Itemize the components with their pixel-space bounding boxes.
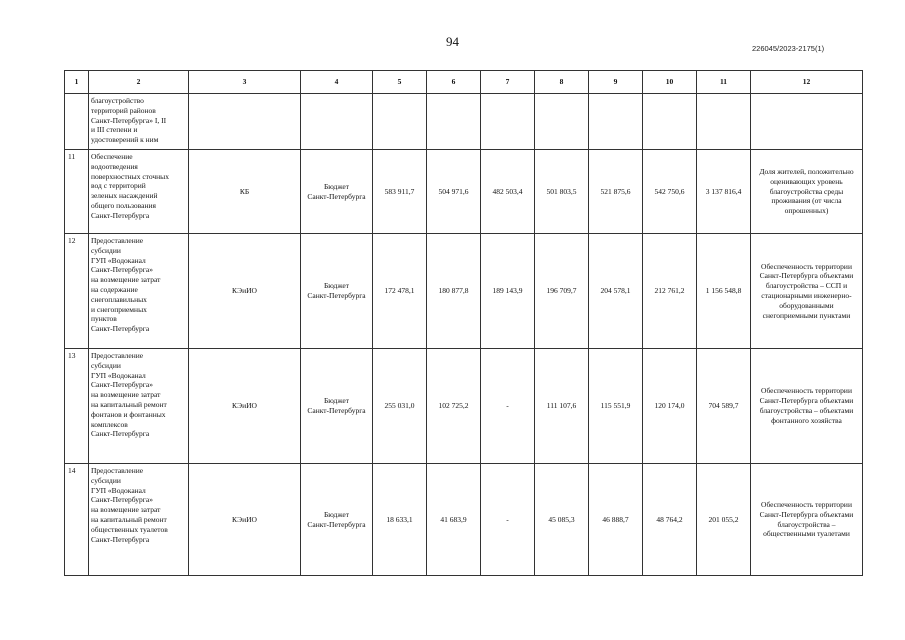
value-cell [589,94,643,150]
column-header: 10 [643,71,697,94]
row-number [65,94,89,150]
measure-name: Обеспечение водоотведения поверхностных сточных вод с территорий зеленых насаждений общего пользования Санкт-Петербурга [89,150,189,234]
executor-cell: КЭиИО [189,234,301,349]
program-table [64,70,863,576]
value-cell: 204 578,1 [589,234,643,349]
table-row [65,150,863,234]
row-number: 11 [65,150,89,234]
source-cell: Бюджет Санкт-Петербурга [301,349,373,464]
total-cell [697,94,751,150]
column-header: 11 [697,71,751,94]
total-cell: 704 589,7 [697,349,751,464]
page-number: 94 [446,34,459,49]
value-cell: 120 174,0 [643,349,697,464]
table-row [65,349,863,464]
value-cell: - [481,349,535,464]
total-cell: 3 137 816,4 [697,150,751,234]
measure-name: Предоставление субсидии ГУП «Водоканал Санкт-Петербурга» на возмещение затрат на содержание снегоплавильных и снегоприемных пунктов Санкт-Петербурга [89,234,189,349]
value-cell [535,94,589,150]
column-header: 12 [751,71,863,94]
document-id: 226045/2023-2175(1) [752,44,825,53]
value-cell: - [481,464,535,576]
value-cell: 504 971,6 [427,150,481,234]
source-cell [301,94,373,150]
row-number: 13 [65,349,89,464]
row-number: 14 [65,464,89,576]
source-cell: Бюджет Санкт-Петербурга [301,234,373,349]
measure-name: благоустройство территорий районов Санкт-Петербурга» I, II и III степени и удостоверений к ним [89,94,189,150]
row-number: 12 [65,234,89,349]
column-header: 7 [481,71,535,94]
table-row [65,94,863,150]
value-cell: 255 031,0 [373,349,427,464]
value-cell: 501 803,5 [535,150,589,234]
column-header: 3 [189,71,301,94]
executor-cell [189,94,301,150]
value-cell: 583 911,7 [373,150,427,234]
value-cell: 196 709,7 [535,234,589,349]
value-cell [373,94,427,150]
value-cell [427,94,481,150]
value-cell: 46 888,7 [589,464,643,576]
column-header: 4 [301,71,373,94]
indicator-cell: Обеспеченность территории Санкт-Петербурга объектами благоустройства –общественными туалетами [751,464,863,576]
executor-cell: КЭиИО [189,464,301,576]
value-cell: 482 503,4 [481,150,535,234]
value-cell: 41 683,9 [427,464,481,576]
value-cell: 115 551,9 [589,349,643,464]
executor-cell: КБ [189,150,301,234]
value-cell: 18 633,1 [373,464,427,576]
source-cell: Бюджет Санкт-Петербурга [301,464,373,576]
value-cell [643,94,697,150]
table-row [65,464,863,576]
value-cell: 45 085,3 [535,464,589,576]
value-cell: 542 750,6 [643,150,697,234]
value-cell: 212 761,2 [643,234,697,349]
value-cell [481,94,535,150]
table-row [65,234,863,349]
column-header: 5 [373,71,427,94]
total-cell: 1 156 548,8 [697,234,751,349]
value-cell: 48 764,2 [643,464,697,576]
value-cell: 172 478,1 [373,234,427,349]
measure-name: Предоставление субсидии ГУП «Водоканал Санкт-Петербурга» на возмещение затрат на капитальный ремонт общественных туалетов Санкт-Петербурга [89,464,189,576]
column-header: 6 [427,71,481,94]
column-header: 2 [89,71,189,94]
value-cell: 180 877,8 [427,234,481,349]
column-header: 1 [65,71,89,94]
source-cell: Бюджет Санкт-Петербурга [301,150,373,234]
indicator-cell: Доля жителей, положительно оценивающих уровень благоустройства среды проживания (от числа опрошенных) [751,150,863,234]
column-header: 8 [535,71,589,94]
measure-name: Предоставление субсидии ГУП «Водоканал Санкт-Петербурга» на возмещение затрат на капитальный ремонт фонтанов и фонтанных комплексов Санкт-Петербурга [89,349,189,464]
indicator-cell: Обеспеченность территории Санкт-Петербурга объектами благоустройства – ССП и стационарными инженерно-оборудованными снегоприемными пунктами [751,234,863,349]
value-cell: 102 725,2 [427,349,481,464]
total-cell: 201 055,2 [697,464,751,576]
value-cell: 189 143,9 [481,234,535,349]
indicator-cell [751,94,863,150]
column-header: 9 [589,71,643,94]
value-cell: 521 875,6 [589,150,643,234]
table-header-row [65,71,863,94]
value-cell: 111 107,6 [535,349,589,464]
indicator-cell: Обеспеченность территории Санкт-Петербурга объектами благоустройства – объектами фонтанного хозяйства [751,349,863,464]
executor-cell: КЭиИО [189,349,301,464]
